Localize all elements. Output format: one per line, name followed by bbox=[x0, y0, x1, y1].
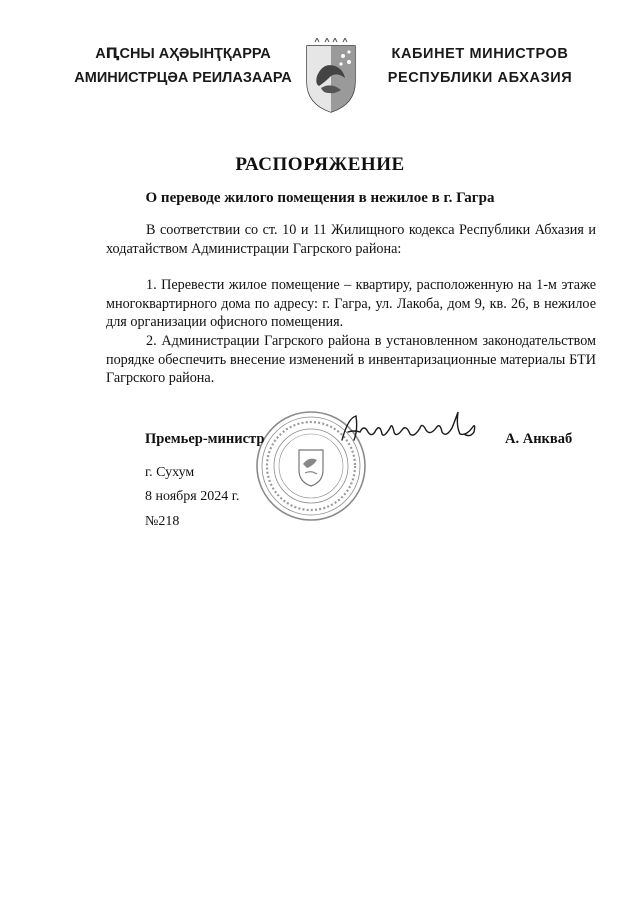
document-number: №218 bbox=[145, 514, 180, 529]
header-russian bbox=[382, 42, 578, 90]
header-right-line1: КАБИНЕТ МИНИСТРОВ bbox=[391, 46, 569, 62]
header-right-line2: РЕСПУБЛИКИ АБХАЗИЯ bbox=[387, 70, 573, 86]
document-subtitle: О переводе жилого помещения в нежилое в г. Гагра bbox=[145, 190, 495, 206]
item-paragraph-1: 1. Перевести жилое помещение – квартиру, расположенную на 1-м этаже многоквартирного дома по адресу: г. Гагра, ул. Лакоба, дом 9, кв. 26, в нежилое для организации офисного помещения. bbox=[106, 277, 596, 331]
coat-of-arms-icon bbox=[305, 38, 357, 114]
intro-paragraph: В соответствии со ст. 10 и 11 Жилищного кодекса Республики Абхазия и ходатайством Администрации Гагрского района: bbox=[106, 222, 596, 257]
document-title: РАСПОРЯЖЕНИЕ bbox=[235, 154, 405, 175]
header-left-line2: АМИНИСТРЦӘА РЕИЛАЗААРА bbox=[74, 70, 292, 86]
signatory-role: Премьер-министр bbox=[145, 431, 265, 447]
header-left-line1: АԤСНЫ АҲӘЫНҬҚАРРА bbox=[95, 46, 271, 62]
issue-date: 8 ноября 2024 г. bbox=[145, 489, 240, 504]
handwritten-signature-icon bbox=[338, 408, 488, 448]
item-paragraph-2: 2. Администрации Гагрского района в установленном законодательством порядке обеспечить внесение изменений в инвентаризационные материалы БТИ Гагрского района. bbox=[106, 332, 596, 387]
issue-place: г. Сухум bbox=[145, 465, 195, 480]
signatory-name: А. Анкваб bbox=[505, 431, 573, 447]
document-body bbox=[106, 221, 596, 388]
header-abkhaz bbox=[72, 42, 294, 90]
